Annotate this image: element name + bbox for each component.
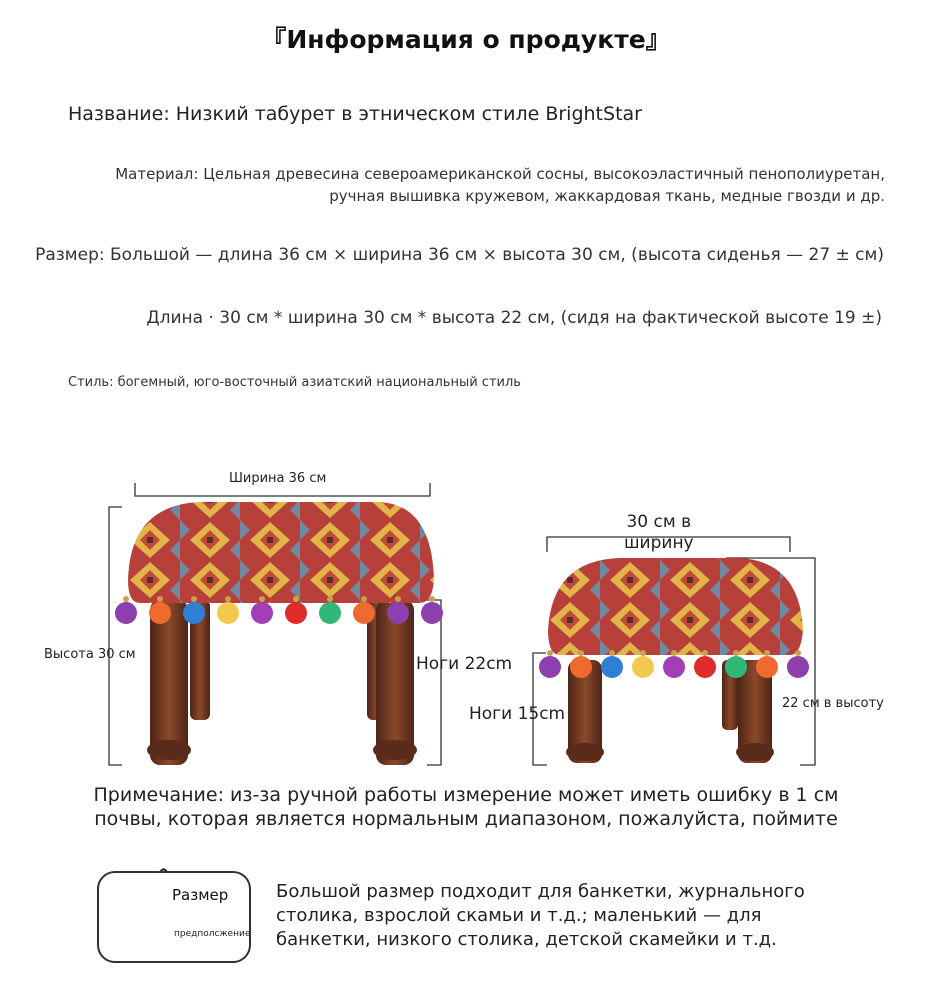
usage-line-2: столика, взрослой скамьи и т.д.; маленький — для [276, 905, 762, 926]
big-stool-bead [327, 596, 333, 602]
note-line-2: почвы, которая является нормальным диапазоном, пожалуйста, поймите [94, 808, 838, 830]
big-stool-pompom [285, 602, 307, 624]
small-stool-bead [640, 650, 646, 656]
size-small-spec: Длина · 30 см * ширина 30 см * высота 22 см, (сидя на фактической высоте 19 ±) [146, 308, 882, 328]
small-height-label: 22 см в высоту [782, 696, 884, 711]
small-stool-pompom [756, 656, 778, 678]
small-stool-pompom [787, 656, 809, 678]
small-stool-bead [609, 650, 615, 656]
big-stool-bead [259, 596, 265, 602]
small-stool-pompom [601, 656, 623, 678]
small-stool-pompom [570, 656, 592, 678]
size-large-spec: Размер: Большой — длина 36 см × ширина 36 см × высота 30 см, (высота сиденья — 27 ± см) [35, 245, 884, 265]
small-legs-label: Ноги 15cm [469, 704, 566, 724]
usage-line-1: Большой размер подходит для банкетки, журнального [276, 881, 805, 902]
small-width-label [624, 512, 694, 554]
big-stool-bead [157, 596, 163, 602]
big-stool-bead [123, 596, 129, 602]
big-stool-bead [225, 596, 231, 602]
big-stool-bead [361, 596, 367, 602]
small-stool-pompom [725, 656, 747, 678]
big-width-label: Ширина 36 см [229, 471, 327, 486]
note-line-1: Примечание: из-за ручной работы измерение может иметь ошибку в 1 см [93, 784, 839, 806]
small-stool-bead [733, 650, 739, 656]
big-stool-pompom [353, 602, 375, 624]
small-stool-bead [795, 650, 801, 656]
size-hint-subtitle: предполсжение [174, 929, 251, 939]
big-legs-label: Ноги 22cm [416, 654, 513, 674]
big-stool-bead [429, 596, 435, 602]
size-hint-box [97, 871, 251, 963]
big-stool-bead [191, 596, 197, 602]
product-style: Стиль: богемный, юго-восточный азиатский национальный стиль [68, 375, 521, 390]
small-stool-pompom [632, 656, 654, 678]
small-stool-bead [764, 650, 770, 656]
big-stool-bead [395, 596, 401, 602]
small-stool-pompom [694, 656, 716, 678]
small-width-label-line1: 30 см в [626, 512, 692, 532]
big-stool-pompom [319, 602, 341, 624]
big-stool-pompom [183, 602, 205, 624]
small-stool-bead [702, 650, 708, 656]
big-stool-pompom [115, 602, 137, 624]
small-stool-pompom [663, 656, 685, 678]
big-stool-pompom [217, 602, 239, 624]
big-stool-pompom [251, 602, 273, 624]
usage-line-3: банкетки, низкого столика, детской скамейки и т.д. [276, 929, 777, 950]
small-stool-bead [671, 650, 677, 656]
big-stool-pompom [387, 602, 409, 624]
page-title: 『Информация о продукте』 [261, 25, 671, 54]
small-stool-pompoms [539, 650, 809, 678]
material-line-2: ручная вышивка кружевом, жаккардовая ткань, медные гвозди и др. [329, 187, 885, 205]
small-stool-bead [578, 650, 584, 656]
size-hint-title: Размер [172, 886, 229, 904]
usage-description [276, 880, 836, 952]
measurement-note [0, 783, 932, 831]
small-stool-bead [547, 650, 553, 656]
big-stool-pompom [149, 602, 171, 624]
big-stool-bead [293, 596, 299, 602]
small-width-label-line2: ширину [624, 533, 694, 553]
big-height-label: Высота 30 см [44, 647, 136, 662]
product-name: Название: Низкий табурет в этническом стиле BrightStar [68, 103, 642, 125]
big-stool [128, 502, 434, 765]
material-line-1: Материал: Цельная древесина североамериканской сосны, высокоэластичный пенополиуретан, [115, 165, 885, 183]
big-stool-pompom [421, 602, 443, 624]
small-stool-pompom [539, 656, 561, 678]
